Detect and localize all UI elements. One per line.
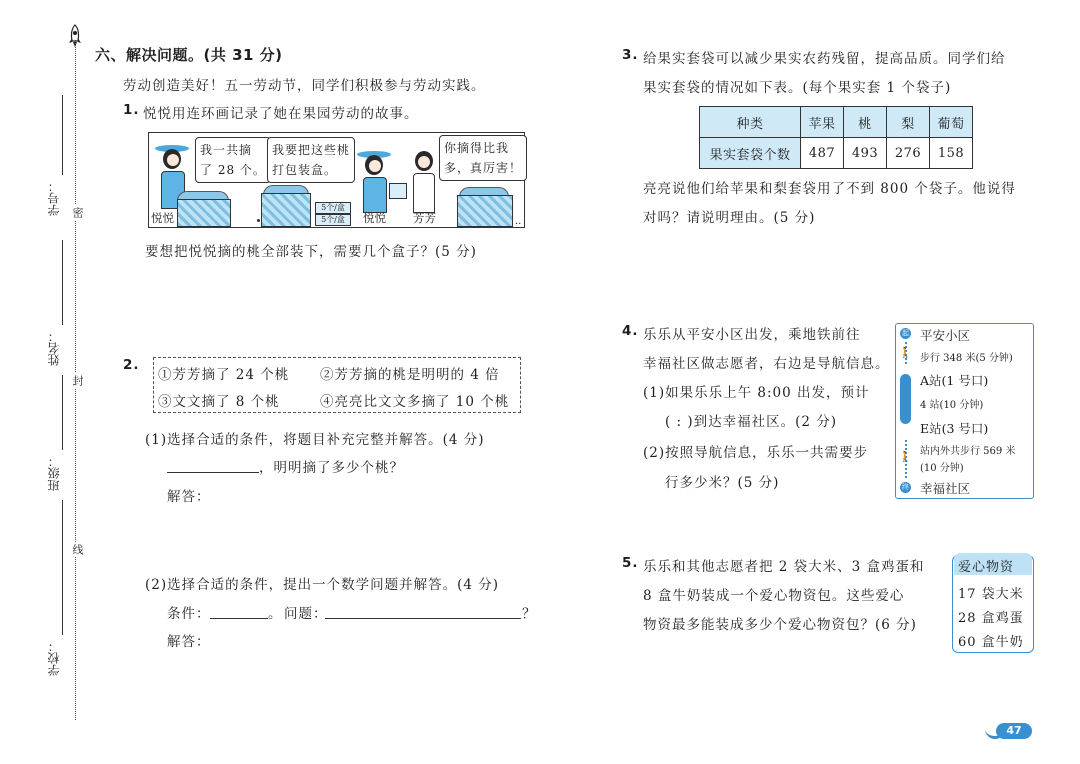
- table-header-cell: 葡萄: [930, 107, 973, 138]
- answer-label-1: 解答：: [167, 489, 211, 505]
- label-yueyue-1: 悦悦: [151, 211, 174, 225]
- peach-basket-2: [261, 193, 311, 227]
- condition-2: ②芳芳摘的桃是明明的 4 倍: [320, 367, 500, 383]
- q5-line3: 物资最多能装成多少个爱心物资包？(6 分): [643, 617, 917, 633]
- nav-station-a: A站(1 号口): [920, 373, 989, 388]
- peach-box-2: 5个/盒: [315, 214, 351, 226]
- walk-icon: 🚶: [899, 348, 912, 359]
- nav-ride: 4 站(10 分钟): [920, 400, 984, 411]
- condition-label: 条件：: [167, 606, 211, 622]
- condition-3: ③文文摘了 8 个桃: [158, 394, 280, 410]
- speech-bubble-1: [195, 137, 271, 183]
- class-line: [62, 375, 63, 450]
- nav-walk2: 站内外共步行 569 米: [920, 446, 1016, 457]
- bubble1-line1: 我一共摘: [200, 143, 253, 157]
- q4-line4: ( : )到达幸福社区。(2 分): [665, 414, 838, 430]
- seal-mi: 密: [71, 207, 84, 218]
- start-badge-icon: 起: [902, 329, 909, 337]
- label-yueyue-2: 悦悦: [363, 211, 386, 225]
- nav-end: 幸福社区: [920, 481, 971, 496]
- part1-blank-line[interactable]: [167, 472, 259, 473]
- speech-bubble-3: [439, 135, 527, 181]
- q3-line2: 果实套袋的情况如下表。(每个果实套 1 个袋子): [643, 80, 952, 96]
- q3-line4: 对吗？请说明理由。(5 分): [643, 210, 816, 226]
- q1-number: 1.: [123, 102, 140, 118]
- girl-fangfang-figure: [407, 147, 441, 213]
- condition-1: ①芳芳摘了 24 个桃: [158, 367, 290, 383]
- nav-walk2-time: (10 分钟): [920, 463, 964, 474]
- peach-basket-3: [457, 195, 513, 227]
- girl-yueyue-figure-2: [355, 147, 395, 213]
- q4-line3: (1)如果乐乐上午 8:00 出发，预计: [643, 385, 870, 401]
- peach-basket-1: [177, 199, 231, 227]
- name-label: 姓名：: [47, 330, 61, 366]
- panel-divider-1: [257, 219, 260, 222]
- table-row: [700, 138, 973, 169]
- q4-line6: 行多少米？(5 分): [665, 475, 780, 491]
- section-intro: 劳动创造美好！五一劳动节，同学们积极参与劳动实践。: [123, 78, 486, 94]
- q5-line1: 乐乐和其他志愿者把 2 袋大米、3 盒鸡蛋和: [643, 559, 925, 575]
- nav-station-e: E站(3 号口): [920, 421, 989, 436]
- q4-line5: (2)按照导航信息，乐乐一共需要步: [643, 445, 869, 461]
- supply-title: 爱心物资: [958, 560, 1015, 575]
- speech-bubble-2: [267, 137, 355, 183]
- table-header-cell: 苹果: [801, 107, 844, 138]
- comic-strip: [148, 132, 525, 228]
- seal-feng: 封: [71, 375, 84, 386]
- condition-4: ④亮亮比文文多摘了 10 个桃: [320, 394, 510, 410]
- end-badge-icon: 终: [902, 483, 909, 491]
- class-label: 班级：: [47, 455, 61, 491]
- bubble3-line2: 多，真厉害！: [444, 161, 523, 175]
- answer-label-2: 解答：: [167, 634, 211, 650]
- student-id-label: 学号：: [47, 180, 61, 216]
- table-cell: 276: [887, 138, 930, 169]
- student-id-line: [62, 95, 63, 175]
- table-row-label: 果实套袋个数: [700, 138, 801, 169]
- supply-item-3: 60 盒牛奶: [958, 635, 1024, 650]
- condition-blank-line[interactable]: [210, 618, 268, 619]
- q2-part1-question: ，明明摘了多少个桃？: [259, 460, 404, 476]
- q1-text: 悦悦用连环画记录了她在果园劳动的故事。: [143, 106, 419, 122]
- q2-part2: (2)选择合适的条件，提出一个数学问题并解答。(4 分): [145, 577, 500, 593]
- q4-line2: 幸福社区做志愿者，右边是导航信息。: [643, 356, 890, 372]
- subway-line-icon: [900, 374, 911, 424]
- supply-item-2: 28 盒鸡蛋: [958, 611, 1024, 626]
- school-line: [62, 500, 63, 635]
- nav-start: 平安小区: [920, 328, 971, 343]
- navigation-panel: [895, 323, 1034, 499]
- table-header-cell: 梨: [887, 107, 930, 138]
- condition-period: 。: [268, 606, 283, 622]
- q2-part1: (1)选择合适的条件，将题目补充完整并解答。(4 分): [145, 432, 485, 448]
- label-fangfang: 芳芳: [413, 211, 436, 225]
- supply-item-1: 17 袋大米: [958, 587, 1024, 602]
- table-cell: 158: [930, 138, 973, 169]
- bubble3-line1: 你摘得比我: [444, 141, 510, 155]
- name-line: [62, 240, 63, 325]
- question-blank-line[interactable]: [325, 618, 521, 619]
- q3-line3: 亮亮说他们给苹果和梨套袋用了不到 800 个袋子。他说得: [643, 181, 1016, 197]
- q2-number: 2.: [123, 357, 140, 373]
- bubble2-line1: 我要把这些桃: [272, 143, 351, 157]
- walk-icon-2: 🚶: [899, 452, 912, 463]
- page-number: 47: [996, 723, 1032, 739]
- q4-line1: 乐乐从平安小区出发，乘地铁前往: [643, 327, 861, 343]
- question-label: 问题：: [284, 606, 328, 622]
- bubble2-line2: 打包装盒。: [272, 163, 338, 177]
- table-cell: 493: [844, 138, 887, 169]
- q3-number: 3.: [622, 47, 639, 63]
- q1-question: 要想把悦悦摘的桃全部装下，需要几个盒子？(5 分): [145, 244, 477, 260]
- q5-number: 5.: [622, 555, 639, 571]
- table-header-cell: 桃: [844, 107, 887, 138]
- seal-xian: 线: [71, 544, 84, 555]
- question-mark: ？: [522, 606, 537, 622]
- peach-box-1: 5个/盒: [315, 202, 351, 214]
- fruit-bag-table: [699, 106, 973, 169]
- school-label: 学校：: [47, 640, 61, 676]
- conditions-box: [153, 357, 521, 413]
- q4-number: 4.: [622, 323, 639, 339]
- q3-line1: 给果实套袋可以减少果实农药残留，提高品质。同学们给: [643, 51, 1006, 67]
- carried-box: [389, 183, 407, 199]
- q5-line2: 8 盒牛奶装成一个爱心物资包。这些爱心: [643, 588, 905, 604]
- section-title: 六、解决问题。(共 31 分): [95, 46, 283, 64]
- table-cell: 487: [801, 138, 844, 169]
- bubble1-line2: 了 28 个。: [200, 163, 266, 177]
- panel-divider-2: ··: [515, 219, 522, 230]
- nav-walk1: 步行 348 米(5 分钟): [920, 353, 1013, 364]
- table-header-cell: 种类: [700, 107, 801, 138]
- table-header-row: [700, 107, 973, 138]
